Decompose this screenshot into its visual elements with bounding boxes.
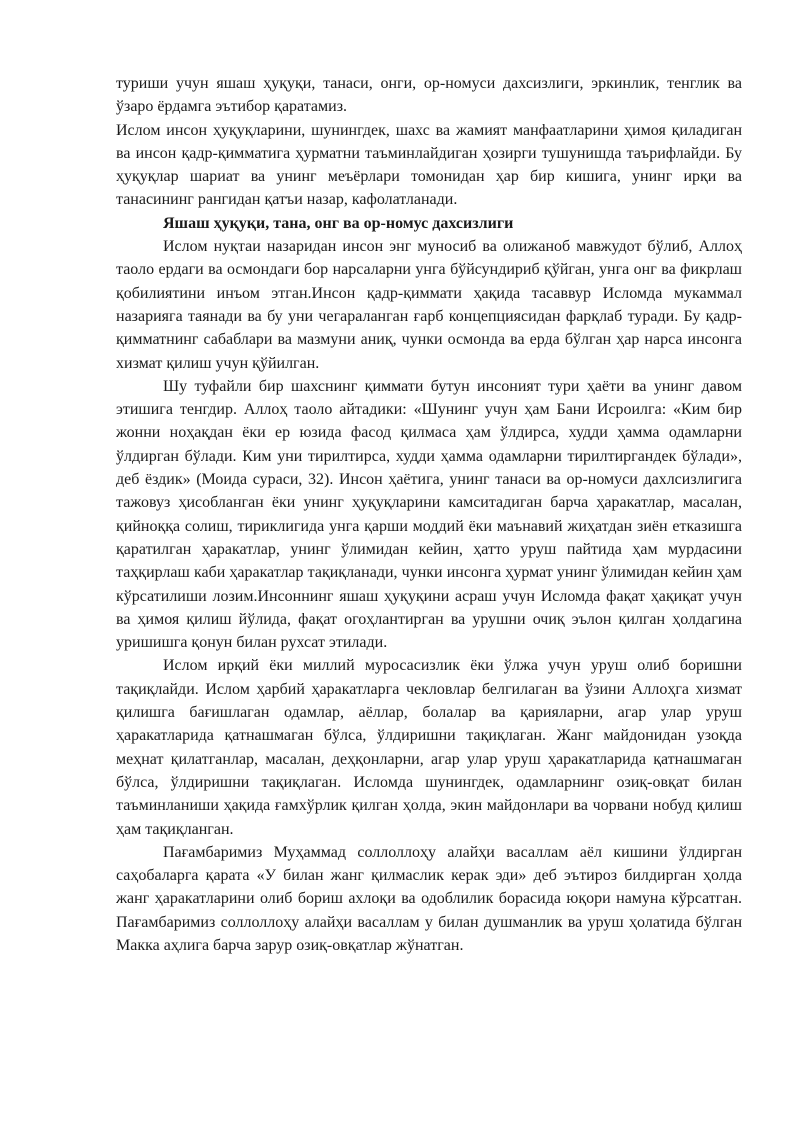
paragraph-body-2: Шу туфайли бир шахснинг қиммати бутун инсоният тури ҳаёти ва унинг давом этишига тенгдир. Аллоҳ таоло айтадики: «Шунинг учун ҳам Бани Исроилга: «Ким бир жонни ноҳақдан ёки ер юзида фасод қилмаса ҳам ўлдирса, худди ҳамма одамларни ўлдирган бўлади. Ким уни тирилтирса, худди ҳамма одамларни тирилтиргандек бўлади», деб ёздик» (Моида сураси, 32). Инсон ҳаётига, унинг танаси ва ор-номуси дахлсизлигига тажовуз ҳисобланган ёки унинг ҳуқуқларини камситадиган барча ҳаракатлар, масалан, қийноққа солиш, тириклигида унга қарши моддий ёки маънавий жиҳатдан зиён етказишга қаратилган ҳаракатлар, унинг ўлимидан кейин, ҳатто уруш пайтида ҳам мурдасини таҳқирлаш каби ҳаракатлар тақиқланади, чунки инсонга ҳурмат унинг ўлимидан кейин ҳам кўрсатилиши лозим.Инсоннинг яшаш ҳуқуқини асраш учун Исломда фақат ҳақиқат учун ва ҳимоя қилиш йўлида, фақат огоҳлантирган ва урушни очиқ эълон қилган ҳолдагина уришишга қонун билан рухсат этилади. [116,377,742,652]
paragraph-body-4: Пағамбаримиз Муҳаммад соллоллоҳу алайҳи васаллам аёл кишини ўлдирган саҳобаларга қарата «У билан жанг қилмаслик керак эди» деб эътироз билдирган ҳолда жанг ҳаракатларини олиб бориш ахлоқи ва одоблилик борасида юқори намуна кўрсатган. Пағамбаримиз соллоллоҳу алайҳи васаллам у билан душманлик ва уруш ҳолатида бўлган Макка аҳлига барча зарур озиқ-овқатлар жўнатган. [116,843,742,954]
paragraph-islam-rights: Ислом инсон ҳуқуқларини, шунингдек, шахс ва жамият манфаатларини ҳимоя қиладиган ва инсон қадр-қимматига ҳурматни таъминлайдиган ҳозирги тушунишда таърифлайди. Бу ҳуқуқлар шариат ва унинг меъёрлари томонидан ҳар бир кишига, унинг ирқи ва танасининг рангидан қатъи назар, кафолатланади. [116,121,742,209]
section-heading: Яшаш ҳуқуқи, тана, онг ва ор-номус дахсизлиги [163,214,514,232]
document-page [116,72,742,957]
paragraph-body-3: Ислом ирқий ёки миллий муросасизлик ёки ўлжа учун уруш олиб боришни тақиқлайди. Ислом ҳарбий ҳаракатларга чекловлар белгилаган ва ўзини Аллоҳга хизмат қилишга бағишлаган одамлар, аёллар, болалар ва қарияларни, агар улар уруш ҳаракатларида қатнашмаган бўлса, ўлдиришни тақиқлаган. Жанг майдонидан узоқда меҳнат қилатганлар, масалан, деҳқонларни, агар улар уруш ҳаракатларида қатнашмаган бўлса, ўлдиришни тақиқлаган. Исломда шунингдек, одамларнинг озиқ-овқат билан таъминланиши ҳақида ғамхўрлик қилган ҳолда, экин майдонлари ва чорвани нобуд қилиш ҳам тақиқланган. [116,657,742,838]
paragraph-continuation: туриши учун яшаш ҳуқуқи, танаси, онги, ор-номуси дахсизлиги, эркинлик, тенглик ва ўзаро ёрдамга эътибор қаратамиз. [116,75,742,116]
paragraph-body-1: Ислом нуқтаи назаридан инсон энг муносиб ва олижаноб мавжудот бўлиб, Аллоҳ таоло ердаги ва осмондаги бор нарсаларни унга бўйсундириб қўйган, унга онг ва фикрлаш қобилиятини инъом этган.Инсон қадр-қиммати ҳақида тасаввур Исломда мукаммал назарияга таянади ва бу уни чегараланган ғарб концепциясидан фарқлаб туради. Бу қадр-қимматнинг сабаблари ва мазмуни аниқ, чунки осмонда ва ерда бўлган ҳар нарса инсонга хизмат қилиш учун қўйилган. [116,238,742,372]
